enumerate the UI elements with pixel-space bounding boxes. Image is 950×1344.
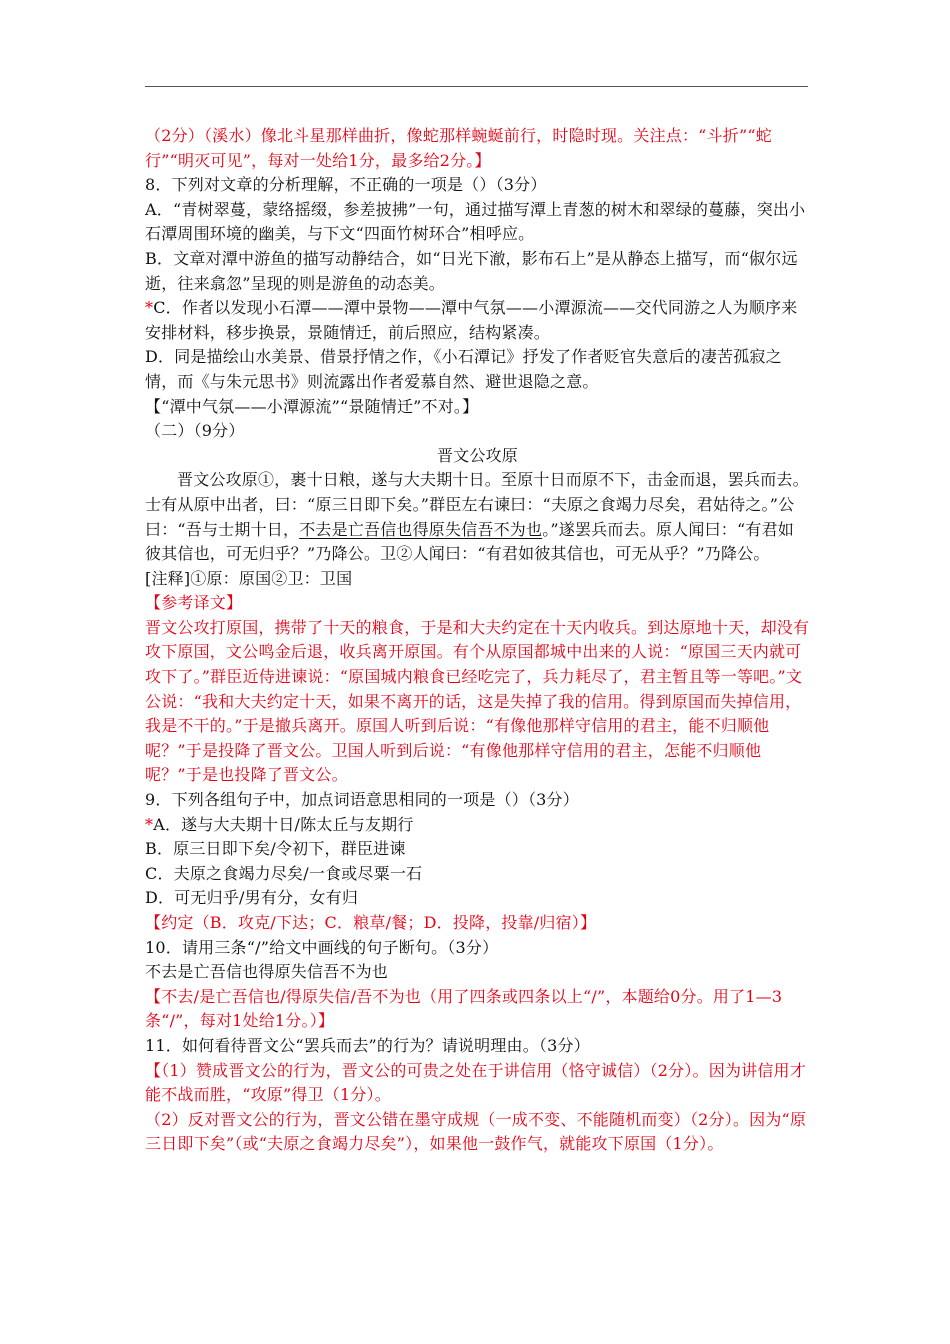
passage-text	[145, 468, 810, 566]
passage-title: 晋文公攻原	[436, 445, 518, 465]
q8-option-c-text: C．作者以发现小石潭——潭中景物——潭中气氛——小潭源流——交代同游之人为顺序来安排材料，移步换景，景随情迁，前后照应，结构紧凑。	[145, 298, 798, 342]
translation-text: 晋文公攻打原国，携带了十天的粮食，于是和大夫约定在十天内收兵。到达原地十天，却没有攻下原国，文公鸣金后退，收兵离开原国。有个从原国都城中出来的人说：“原国三天内就可攻下了。”群臣近侍进谏说：“原国城内粮食已经吃完了，兵力耗尽了，君主暂且等一等吧。”文公说：“我和大夫约定十天，如果不离开的话，这是失掉了我的信用。得到原国而失掉信用，我是不干的。”于是撤兵离开。原国人听到后说：“有像他那样守信用的君主，能不归顺他呢？”于是投降了晋文公。卫国人听到后说：“有像他那样守信用的君主，怎能不归顺他呢？”于是也投降了晋文公。	[145, 617, 810, 785]
q10-sentence: 不去是亡吾信也得原失信吾不为也	[145, 962, 389, 982]
q9-option-c: C．夫原之食竭力尽矣/一食或尽粟一石	[145, 863, 423, 883]
q7-answer: （2分）（溪水）像北斗星那样曲折，像蛇那样蜿蜒前行，时隐时现。关注点：“斗折”“蛇行”“明灭可见”，每对一处给1分，最多给2分。】	[145, 126, 772, 170]
q9-option-b: B．原三日即下矣/令初下，群臣进谏	[145, 839, 406, 859]
q11-answer-1: 【（1）赞成晋文公的行为，晋文公的可贵之处在于讲信用（恪守诚信）（2分）。因为讲信用才能不战而胜，“攻原”得卫（1分）。	[145, 1060, 806, 1105]
q9-option-d: D．可无归乎/男有分，女有归	[145, 888, 359, 908]
q9-question: 9．下列各组句子中，加点词语意思相同的一项是（）（3分）	[145, 790, 579, 810]
q8-option-c	[145, 296, 810, 345]
q11-answer-2: （2）反对晋文公的行为，晋文公错在墨守成规（一成不变、不能随机而变）（2分）。因为“原三日即下矣”（或“夫原之食竭力尽矣”），如果他一鼓作气，就能攻下原国（1分）。	[145, 1109, 807, 1154]
correct-mark: *	[145, 298, 154, 318]
q8-option-d: D．同是描绘山水美景、借景抒情之作，《小石潭记》抒发了作者贬官失意后的凄苦孤寂之情，而《与朱元思书》则流露出作者爱慕自然、避世退隐之意。	[145, 347, 782, 391]
q10-answer: 【不去/是亡吾信也/得原失信/吾不为也（用了四条或四条以上“/”，本题给0分。用了1—3条“/”，每对1处给1分。）】	[145, 986, 783, 1031]
q9-answer: 【约定（B．攻克/下达；C．粮草/餐；D．投降，投靠/归宿）】	[145, 913, 597, 932]
translation-label: 【参考译文】	[145, 593, 243, 613]
passage-text-before: 晋文公攻原①，裹十日粮，遂与大夫期十日。至原十日而原不下，击金而退，罢兵而去。士有从原中出者，曰：“原三日即下矣。”群臣左右谏曰：“夫原之食竭力尽矣，君姑待之。”公曰：“吾与士期十日，	[145, 470, 809, 539]
q8-option-b: B．文章对潭中游鱼的描写动静结合，如“日光下澈，影布石上”是从静态上描写，而“俶尔远逝，往来翕忽”呈现的则是游鱼的动态美。	[145, 248, 798, 293]
q8-option-a: A．“青树翠蔓，蒙络摇缀，参差披拂”一句，通过描写潭上青葱的树木和翠绿的蔓藤，突出小石潭周围环境的幽美，与下文“四面竹树环合”相呼应。	[145, 199, 806, 244]
passage-text-after: 。”遂罢兵而去。原人闻曰：“有君如彼其信也，可无归乎？”乃降公。卫②人闻曰：“有君如彼其信也，可无从乎？”乃降公。	[145, 519, 794, 564]
q10-question: 10．请用三条“/”给文中画线的句子断句。（3分）	[145, 937, 499, 957]
q8-question: 8．下列对文章的分析理解，不正确的一项是（）（3分）	[145, 175, 547, 195]
header-rule	[145, 86, 808, 87]
passage-note: [注释]①原：原国②卫：卫国	[145, 568, 353, 588]
underlined-sentence: 不去是亡吾信也得原失信吾不为也	[299, 519, 543, 539]
q8-answer: 【“潭中气氛——小潭源流”“景随情迁”不对。】	[145, 396, 479, 416]
section-header: （二）（9分）	[145, 421, 245, 441]
document-body	[145, 124, 810, 1157]
q9-option-a	[145, 813, 810, 838]
q9-option-a-text: A．遂与大夫期十日/陈太丘与友期行	[153, 814, 414, 834]
correct-mark: *	[145, 814, 154, 834]
q11-question: 11．如何看待晋文公“罢兵而去”的行为？请说明理由。（3分）	[145, 1035, 590, 1055]
